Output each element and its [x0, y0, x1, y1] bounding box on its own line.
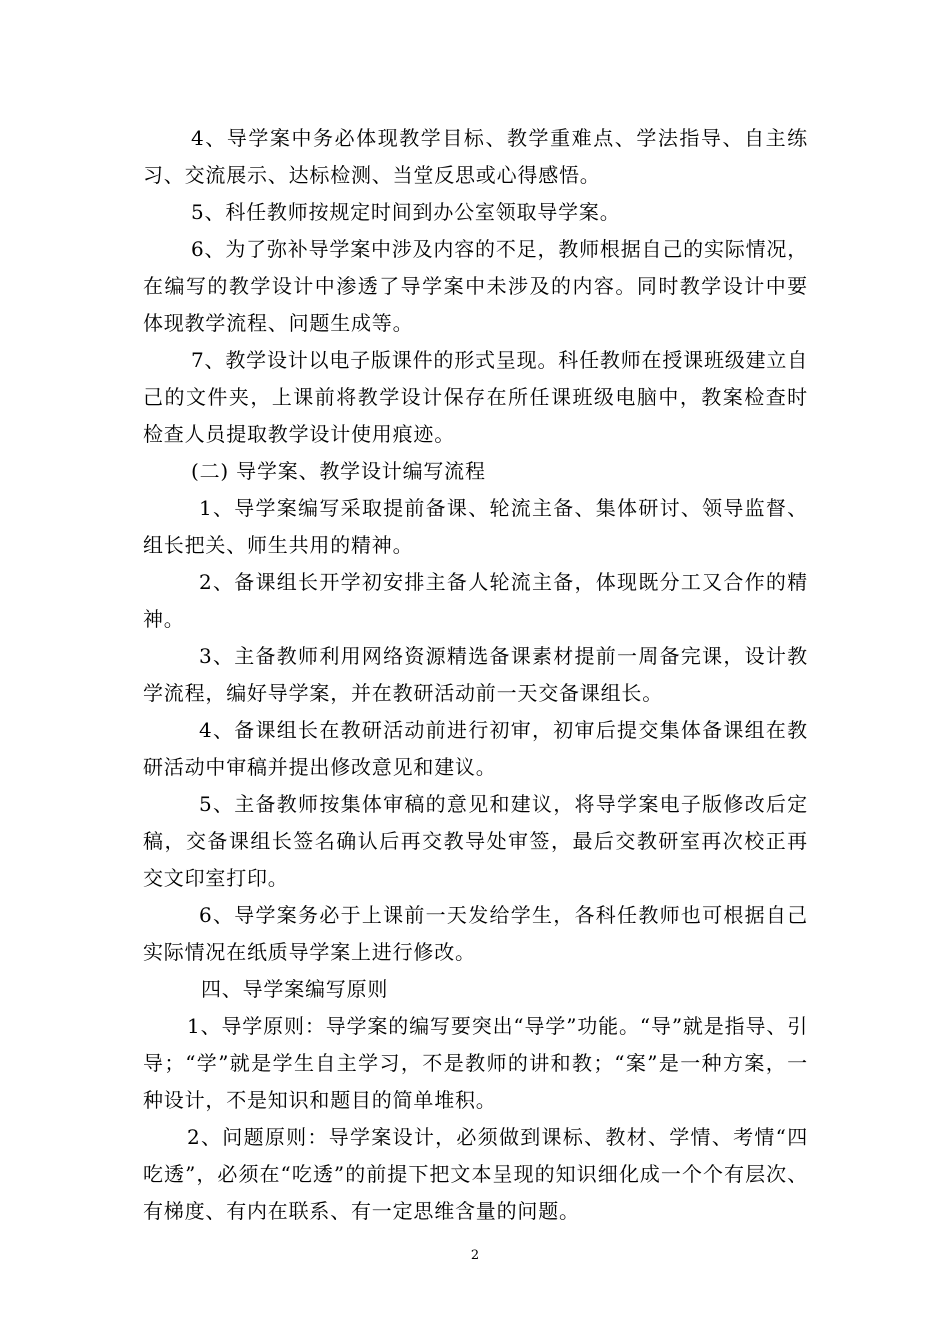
paragraph-item-5: 5、科任教师按规定时间到办公室领取导学案。	[191, 200, 621, 224]
process-step-1: 1、导学案编写采取提前备课、轮流主备、集体研讨、领导监督、组长把关、师生共用的精神。	[143, 496, 808, 557]
paragraph-item-6: 6、为了弥补导学案中涉及内容的不足，教师根据自己的实际情况，在编写的教学设计中渗透了导学案中未涉及的内容。同时教学设计中要体现教学流程、问题生成等。	[143, 237, 808, 335]
document-body	[143, 120, 808, 1230]
process-step-5: 5、主备教师按集体审稿的意见和建议，将导学案电子版修改后定稿，交备课组长签名确认后再交教导处审签，最后交教研室再次校正再交文印室打印。	[143, 792, 808, 890]
process-step-2: 2、备课组长开学初安排主备人轮流主备，体现既分工又合作的精神。	[143, 570, 808, 631]
principle-problem: 2、问题原则：导学案设计，必须做到课标、教材、学情、考情“四吃透”，必须在“吃透”的前提下把文本呈现的知识细化成一个个有层次、有梯度、有内在联系、有一定思维含量的问题。	[143, 1125, 808, 1223]
process-step-4: 4、备课组长在教研活动前进行初审，初审后提交集体备课组在教研活动中审稿并提出修改意见和建议。	[143, 718, 808, 779]
paragraph-item-4: 4、导学案中务必体现教学目标、教学重难点、学法指导、自主练习、交流展示、达标检测、当堂反思或心得感悟。	[143, 126, 808, 187]
page-number: 2	[470, 1248, 480, 1263]
section-heading-process: (二) 导学案、教学设计编写流程	[191, 459, 486, 483]
process-step-6: 6、导学案务必于上课前一天发给学生，各科任教师也可根据自己实际情况在纸质导学案上进行修改。	[143, 903, 808, 964]
section-heading-principles: 四、导学案编写原则	[201, 977, 389, 1001]
principle-guidance: 1、导学原则：导学案的编写要突出“导学”功能。“导”就是指导、引导；“学”就是学生自主学习，不是教师的讲和教；“案”是一种方案，一种设计，不是知识和题目的简单堆积。	[143, 1014, 808, 1112]
process-step-3: 3、主备教师利用网络资源精选备课素材提前一周备完课，设计教学流程，编好导学案，并在教研活动前一天交备课组长。	[143, 644, 808, 705]
paragraph-item-7: 7、教学设计以电子版课件的形式呈现。科任教师在授课班级建立自己的文件夹，上课前将教学设计保存在所任课班级电脑中，教案检查时检查人员提取教学设计使用痕迹。	[143, 348, 808, 446]
